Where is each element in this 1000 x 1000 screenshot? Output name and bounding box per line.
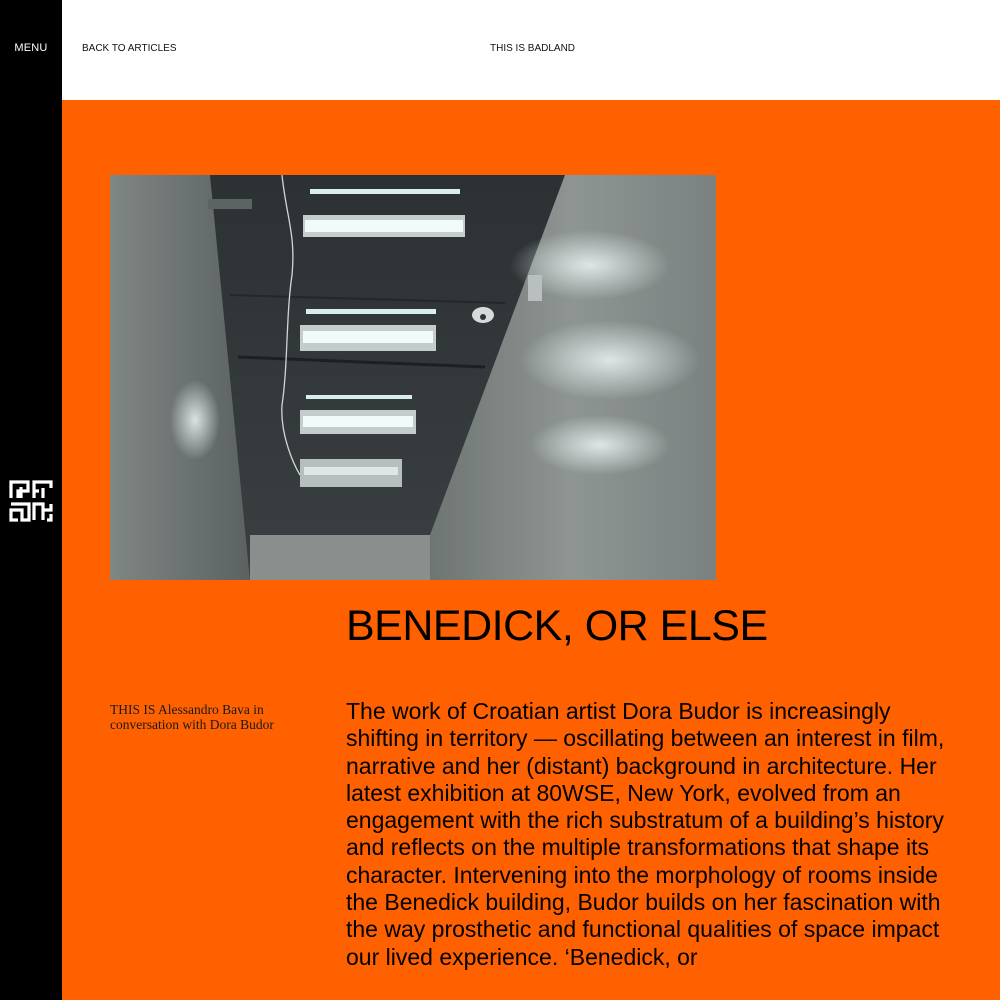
article-byline: THIS IS Alessandro Bava in conversation with Dora Budor [110,702,274,732]
article-title: BENEDICK, OR ELSE [346,602,768,650]
sidebar [0,0,62,1000]
top-bar [62,0,1000,100]
section-label: THIS IS BADLAND [490,43,576,54]
menu-button[interactable]: MENU [14,42,48,54]
badland-logo-icon[interactable] [9,479,53,523]
article-hero-image [110,175,716,580]
corridor-photo [110,175,716,580]
article-body: The work of Croatian artist Dora Budor is increasingly shifting in territory — oscillating between an interest in film, narrative and her (distant) background in architecture. Her latest exhibition at 80WSE, New York, evolved from an engagement with the rich substratum of a building’s history and reflects on the multiple transformations that shape its character. Intervening into the morphology of rooms inside the Benedick building, Budor builds on her fascination with the way prosthetic and functional qualities of space impact our lived experience. ‘Benedick, or [346,698,945,970]
back-to-articles-link[interactable]: BACK TO ARTICLES [82,43,177,54]
